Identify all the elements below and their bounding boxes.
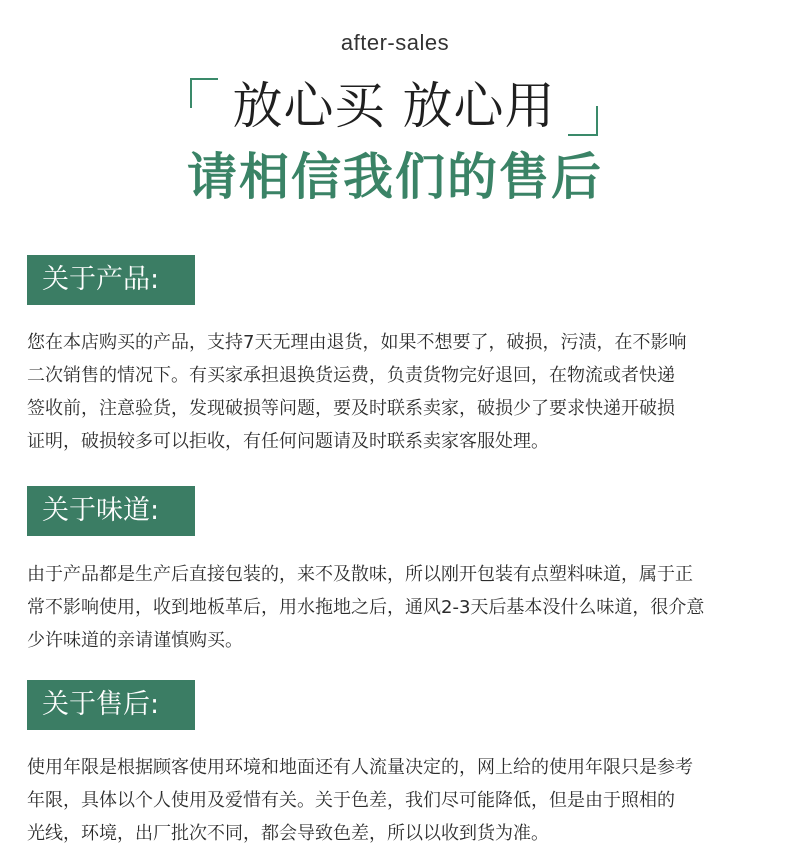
body-line: 少许味道的亲请谨慎购买。	[27, 630, 243, 651]
eyebrow-label: after-sales	[340, 30, 450, 55]
section-title-smell: 关于味道:	[27, 486, 195, 536]
section-title-after-sales: 关于售后:	[27, 680, 195, 730]
body-line: 年限，具体以个人使用及爱惜有关。关于色差，我们尽可能降低，但是由于照相的	[27, 790, 675, 811]
section-title-product: 关于产品:	[27, 255, 195, 305]
body-line: 二次销售的情况下。有买家承担退换货运费，负责货物完好退回，在物流或者快递	[27, 365, 675, 386]
headline: 放心买 放心用	[232, 77, 556, 135]
body-line: 您在本店购买的产品，支持7天无理由退货，如果不想要了，破损，污渍，在不影响	[27, 332, 687, 353]
section-body-product	[27, 326, 767, 458]
body-line: 证明，破损较多可以拒收，有任何问题请及时联系卖家客服处理。	[27, 431, 549, 452]
bracket-close-decoration	[568, 106, 598, 136]
body-line: 签收前，注意验货，发现破损等问题，要及时联系卖家，破损少了要求快递开破损	[27, 398, 675, 419]
section-body-after-sales	[27, 751, 767, 850]
body-line: 光线，环境，出厂批次不同，都会导致色差，所以以收到货为准。	[27, 823, 549, 844]
subheadline: 请相信我们的售后	[187, 148, 603, 206]
body-line: 由于产品都是生产后直接包装的，来不及散味，所以刚开包装有点塑料味道，属于正	[27, 564, 693, 585]
headline-block	[0, 72, 790, 142]
body-line: 常不影响使用，收到地板革后，用水拖地之后，通风2-3天后基本没什么味道，很介意	[27, 597, 705, 618]
body-line: 使用年限是根据顾客使用环境和地面还有人流量决定的，网上给的使用年限只是参考	[27, 757, 693, 778]
section-body-smell	[27, 558, 767, 657]
